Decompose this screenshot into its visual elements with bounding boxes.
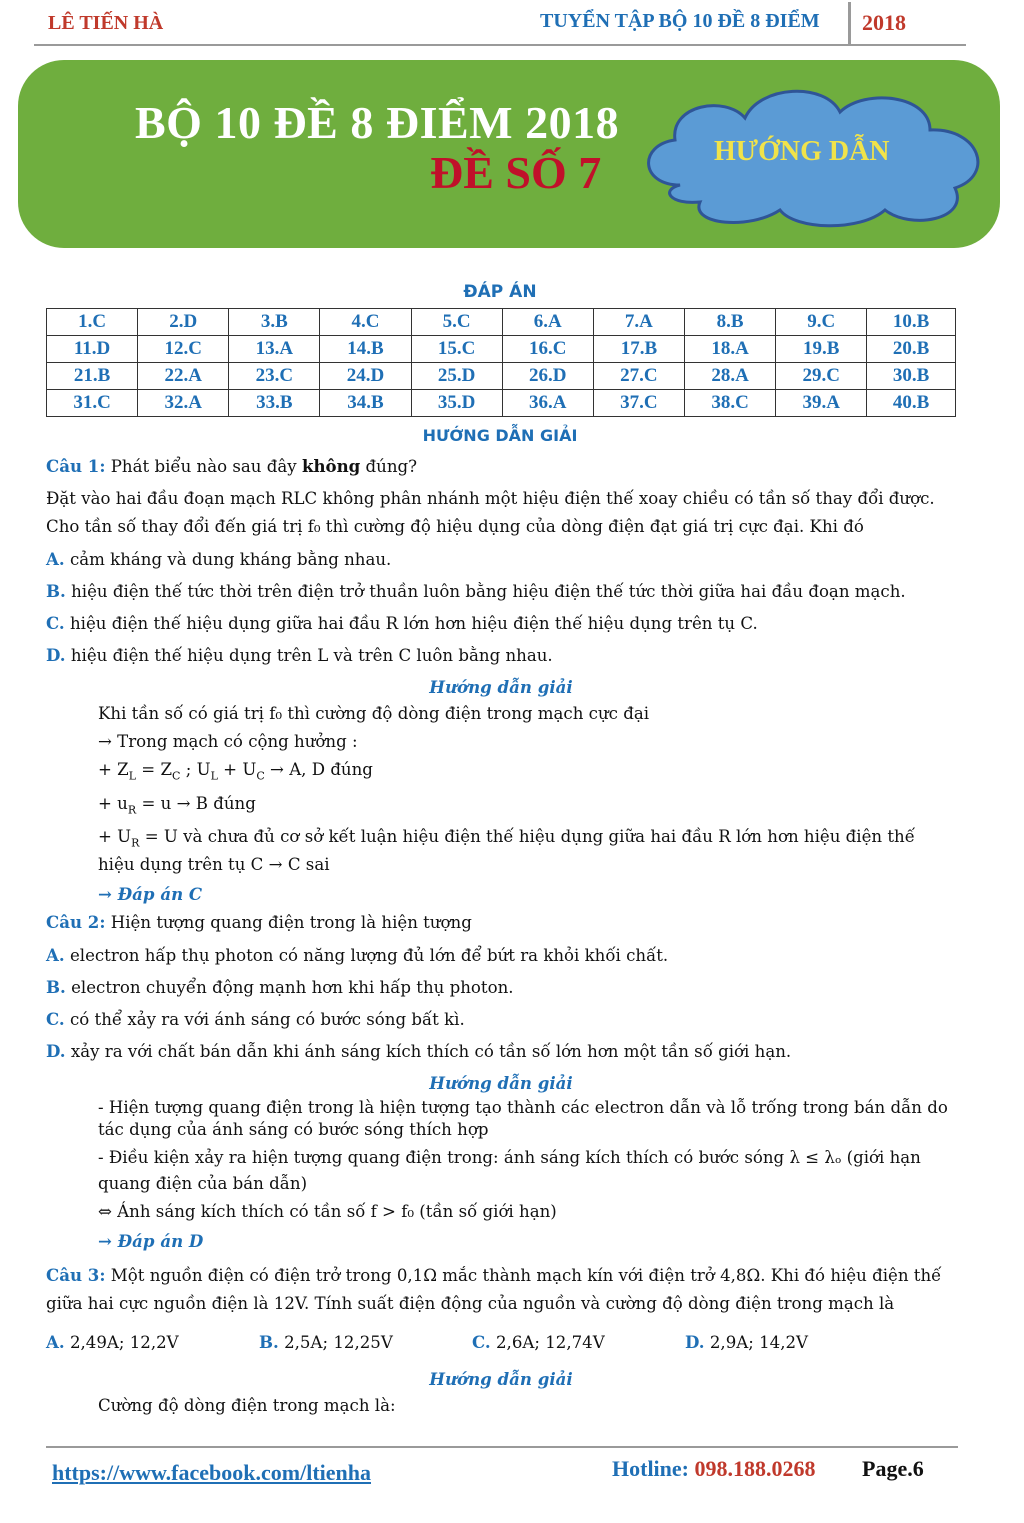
option-text: xảy ra với chất bán dẫn khi ánh sáng kích thích có tần số lớn hơn một tần số giới hạn.	[70, 1041, 792, 1061]
answer-cell: 25.D	[411, 363, 502, 390]
answer-cell: 9.C	[776, 309, 867, 336]
answer-cell: 27.C	[593, 363, 684, 390]
answer-cell: 15.C	[411, 336, 502, 363]
question-text: Một nguồn điện có điện trở trong 0,1Ω mắc thành mạch kín với điện trở 4,8Ω. Khi đó hiệu điện thế giữa hai cực nguồn điện là 12V. Tính suất điện động của nguồn và cường độ dòng điện trong mạch là	[46, 1265, 942, 1313]
solution-title: Hướng dẫn giải	[429, 1072, 573, 1093]
answer-cell: 38.C	[684, 390, 775, 417]
question-3-stem	[46, 1261, 956, 1318]
answer-cell: 33.B	[229, 390, 320, 417]
solution-line: + $Z_L = Z_C$ ; $U_L + U_C \to A$, D đúng	[98, 760, 373, 783]
option-a	[46, 545, 956, 574]
answer-cell: 36.A	[502, 390, 593, 417]
option-b	[46, 973, 956, 1002]
solution-line: Cường độ dòng điện trong mạch là:	[98, 1395, 396, 1415]
guide-title: HƯỚNG DẪN GIẢI	[422, 426, 578, 445]
option-key: A.	[46, 944, 65, 965]
answer-cell: 18.A	[684, 336, 775, 363]
option-b	[46, 577, 956, 606]
option-key: D.	[46, 1040, 66, 1061]
hotline-number: 098.188.0268	[694, 1456, 816, 1481]
answer-cell: 1.C	[47, 309, 138, 336]
answer-cell: 29.C	[776, 363, 867, 390]
answer-key-table	[46, 308, 956, 417]
option-key: C.	[472, 1331, 491, 1352]
option-text: hiệu điện thế tức thời trên điện trở thuần luôn bằng hiệu điện thế tức thời giữa hai đầu đoạn mạch.	[71, 582, 906, 601]
solution-line: + $U_R = U$ và chưa đủ cơ sở kết luận hiệu điện thế hiệu dụng giữa hai đầu R lớn hơn hiệu điện thế hiệu dụng trên tụ C → C sai	[98, 826, 915, 874]
option-c	[46, 1005, 956, 1034]
table-row	[47, 363, 956, 390]
header-year: 2018	[862, 10, 906, 35]
question-label: Câu 2:	[46, 911, 106, 932]
options-row	[46, 1328, 956, 1357]
answer-cell: 32.A	[138, 390, 229, 417]
question-label: Câu 3:	[46, 1264, 106, 1285]
answer-cell: 22.A	[138, 363, 229, 390]
answer-key-title: ĐÁP ÁN	[463, 282, 537, 302]
answer-cell: 12.C	[138, 336, 229, 363]
author-name: LÊ TIẾN HÀ	[48, 12, 164, 34]
table-row	[47, 309, 956, 336]
question-2-stem	[46, 908, 956, 937]
solution-line: ⇔ Ánh sáng kích thích có tần số f > f₀ (tần số giới hạn)	[98, 1201, 557, 1221]
cloud-label: HƯỚNG DẪN	[714, 136, 890, 167]
answer-cell: 40.B	[867, 390, 956, 417]
question-emphasis: không	[301, 456, 361, 476]
option-a	[46, 1328, 259, 1357]
option-d	[46, 641, 956, 670]
answer-cell: 34.B	[320, 390, 411, 417]
answer-cell: 16.C	[502, 336, 593, 363]
answer-cell: 28.A	[684, 363, 775, 390]
hotline-label: Hotline:	[612, 1456, 689, 1481]
solution-answer: → Đáp án D	[98, 1230, 204, 1251]
solution-line: - Điều kiện xảy ra hiện tượng quang điện trong: ánh sáng kích thích có bước sóng λ ≤ λₒ (giới hạn quang điện của bán dẫn)	[98, 1147, 921, 1193]
option-text: 2,6A; 12,74V	[495, 1332, 605, 1352]
solution-line: + $u_R = u \to B$ đúng	[98, 794, 256, 817]
question-label: Câu 1:	[46, 456, 106, 476]
banner-subtitle: ĐỀ SỐ 7	[430, 147, 602, 198]
solution-title: Hướng dẫn giải	[429, 1368, 573, 1389]
series-title: TUYỂN TẬP BỘ 10 ĐỀ 8 ĐIỂM	[540, 10, 820, 32]
answer-cell: 8.B	[684, 309, 775, 336]
answer-cell: 14.B	[320, 336, 411, 363]
answer-cell: 26.D	[502, 363, 593, 390]
answer-cell: 3.B	[229, 309, 320, 336]
facebook-link[interactable]: https://www.facebook.com/ltienha	[52, 1460, 371, 1485]
option-text: hiệu điện thế hiệu dụng trên L và trên C luôn bằng nhau.	[70, 646, 553, 665]
option-key: D.	[46, 645, 66, 665]
option-c	[472, 1328, 685, 1357]
option-key: A.	[46, 1331, 65, 1352]
answer-cell: 20.B	[867, 336, 956, 363]
answer-cell: 10.B	[867, 309, 956, 336]
header-rule	[34, 44, 966, 46]
question-1-stem	[46, 452, 956, 481]
option-b	[259, 1328, 472, 1357]
option-key: B.	[259, 1331, 279, 1352]
answer-cell: 7.A	[593, 309, 684, 336]
option-text: electron chuyển động mạnh hơn khi hấp thụ photon.	[71, 977, 514, 997]
question-text: Hiện tượng quang điện trong là hiện tượng	[110, 912, 472, 932]
answer-cell: 24.D	[320, 363, 411, 390]
answer-cell: 37.C	[593, 390, 684, 417]
solution-title: Hướng dẫn giải	[429, 677, 573, 697]
answer-cell: 21.B	[47, 363, 138, 390]
option-d	[685, 1328, 898, 1357]
answer-cell: 2.D	[138, 309, 229, 336]
option-key: C.	[46, 1008, 65, 1029]
page-number: Page.6	[862, 1456, 924, 1481]
answer-cell: 4.C	[320, 309, 411, 336]
answer-cell: 39.A	[776, 390, 867, 417]
solution-line: Khi tần số có giá trị f₀ thì cường độ dòng điện trong mạch cực đại	[98, 704, 650, 723]
option-key: A.	[46, 549, 65, 569]
option-key: D.	[685, 1331, 705, 1352]
answer-cell: 31.C	[47, 390, 138, 417]
solution-line: - Hiện tượng quang điện trong là hiện tượng tạo thành các electron dẫn và lỗ trống trong bán dẫn do tác dụng của ánh sáng có bước sóng thích hợp	[98, 1097, 948, 1139]
answer-cell: 35.D	[411, 390, 502, 417]
answer-cell: 6.A	[502, 309, 593, 336]
document-body	[46, 452, 956, 1421]
question-text: Phát biểu nào sau đây	[110, 457, 297, 476]
option-text: 2,5A; 12,25V	[284, 1332, 393, 1352]
header-separator	[848, 2, 851, 44]
option-key: C.	[46, 613, 65, 633]
option-text: cảm kháng và dung kháng bằng nhau.	[69, 550, 392, 569]
table-row	[47, 390, 956, 417]
answer-cell: 23.C	[229, 363, 320, 390]
option-text: 2,9A; 14,2V	[709, 1332, 809, 1352]
option-d	[46, 1037, 956, 1066]
answer-cell: 30.B	[867, 363, 956, 390]
option-text: 2,49A; 12,2V	[69, 1332, 179, 1352]
option-text: electron hấp thụ photon có năng lượng đủ lớn để bứt ra khỏi khối chất.	[69, 945, 669, 965]
option-text: có thể xảy ra với ánh sáng có bước sóng bất kì.	[69, 1009, 465, 1029]
answer-cell: 11.D	[47, 336, 138, 363]
solution-answer: → Đáp án C	[98, 883, 203, 904]
hotline	[612, 1456, 816, 1482]
banner-title: BỘ 10 ĐỀ 8 ĐIỂM 2018	[135, 97, 620, 148]
option-a	[46, 941, 956, 970]
answer-cell: 13.A	[229, 336, 320, 363]
answer-cell: 5.C	[411, 309, 502, 336]
solution-line: → Trong mạch có cộng hưởng :	[98, 732, 358, 751]
option-c	[46, 609, 956, 638]
question-text: đúng?	[365, 457, 418, 476]
answer-cell: 17.B	[593, 336, 684, 363]
question-1-context: Đặt vào hai đầu đoạn mạch RLC không phân nhánh một hiệu điện thế xoay chiều có tần số thay đổi được. Cho tần số thay đổi đến giá trị f₀ thì cường độ hiệu dụng của dòng điện đạt giá trị cực đại. Khi đó	[46, 489, 935, 536]
footer-rule	[46, 1446, 958, 1448]
answer-cell: 19.B	[776, 336, 867, 363]
option-key: B.	[46, 581, 66, 601]
table-row	[47, 336, 956, 363]
option-key: B.	[46, 976, 66, 997]
option-text: hiệu điện thế hiệu dụng giữa hai đầu R lớn hơn hiệu điện thế hiệu dụng trên tụ C.	[69, 614, 758, 633]
